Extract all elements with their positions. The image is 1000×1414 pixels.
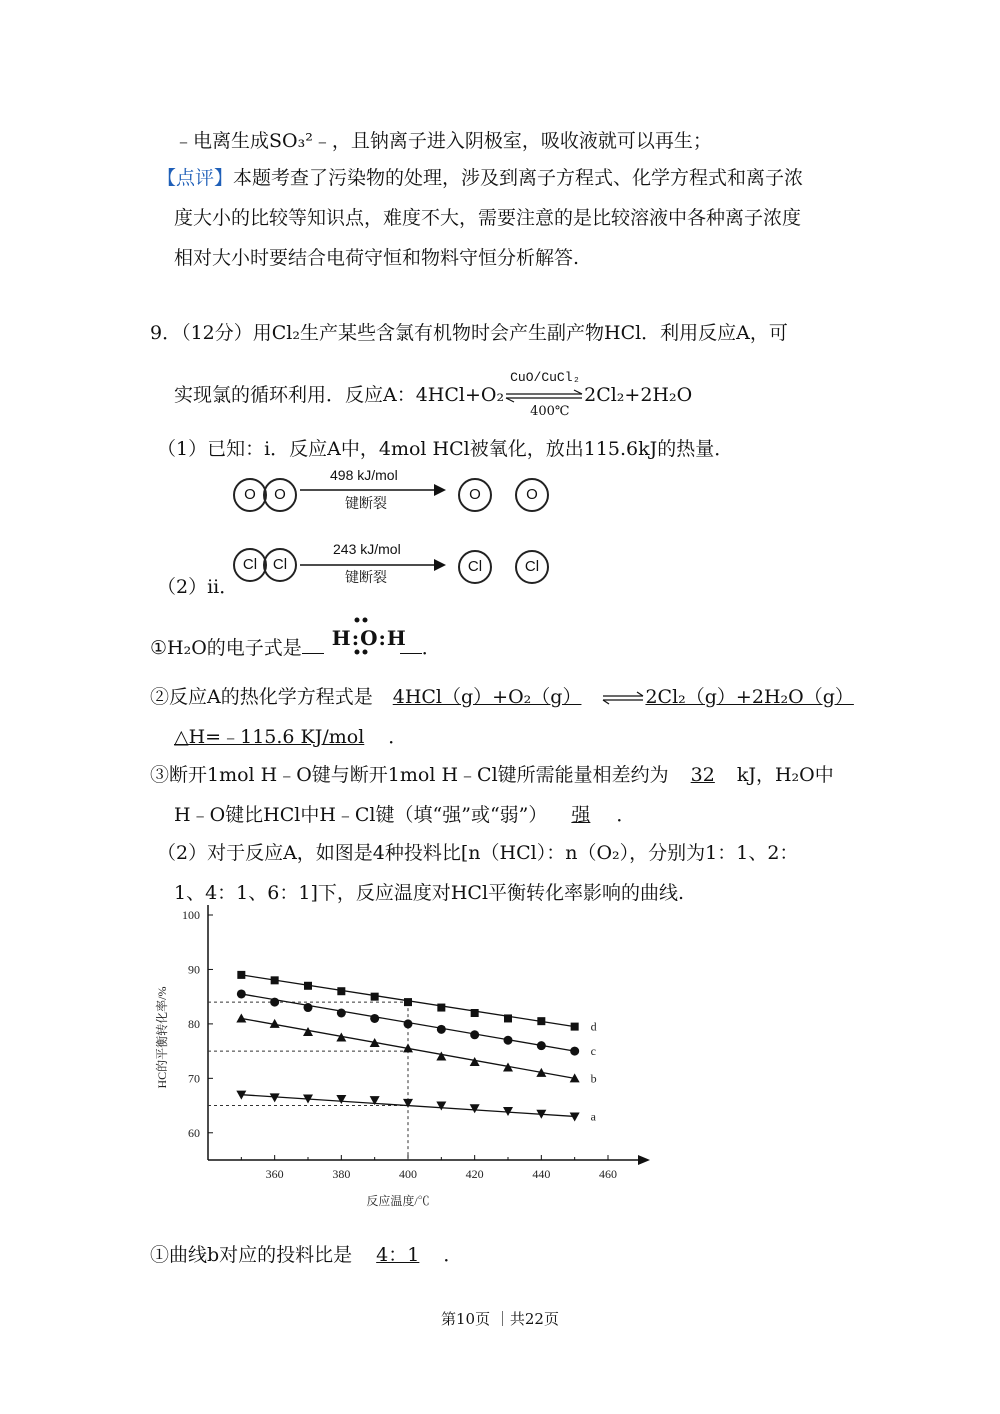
o-atom-icon: O (233, 478, 267, 512)
lone-pair-dots-icon (324, 616, 400, 656)
marker-square-d (404, 998, 412, 1006)
review-tag: 【点评】 (157, 167, 234, 189)
part-1-text: （1）已知：i．反应A中，4mol HCl被氧化，放出115.6kJ的热量． (157, 438, 734, 460)
answer-b1-prompt: ①曲线b对应的投料比是 (150, 1244, 353, 1266)
answer-3-value: 32 (690, 764, 715, 786)
y-tick-label: 70 (188, 1071, 200, 1086)
chart-axes (154, 905, 650, 1208)
answer-2-equation-left: 4HCl（g）+O₂（g） (392, 686, 582, 708)
o2-molecule (233, 478, 297, 512)
answer-2-equation-right: 2Cl₂（g）+2H₂O（g） (645, 686, 854, 708)
answer-1-prompt: ①H₂O的电子式是 (150, 637, 302, 659)
water-lewis-structure (324, 626, 407, 660)
review-line-2: 度大小的比较等知识点，难度不大，需要注意的是比较溶液中各种离子浓度 (174, 207, 802, 229)
cl-atom-product-1 (458, 550, 492, 584)
marker-triangle-down-a (570, 1112, 580, 1121)
review-paragraph (157, 163, 803, 190)
reaction-a-left: 实现氯的循环利用．反应A：4HCl+O₂ (174, 384, 505, 406)
x-tick-label: 360 (265, 1167, 284, 1181)
temperature-label: 400℃ (530, 404, 570, 419)
water-formula: H:O:H (331, 626, 407, 650)
cl2-break-label: 键断裂 (345, 569, 387, 585)
y-axis-title: HC的平衡转化率/% (155, 986, 169, 1089)
marker-circle-c (404, 1019, 413, 1028)
x-tick-label: 400 (399, 1167, 417, 1181)
cl-atom-icon: Cl (458, 550, 492, 584)
part-2-label: （2）ii． (157, 576, 239, 598)
catalyst-label: CuO/CuCl₂ (510, 370, 581, 385)
o-atom-icon: O (515, 478, 549, 512)
reaction-a-line (174, 370, 693, 419)
marker-circle-c (537, 1041, 546, 1050)
marker-triangle-down-a (436, 1102, 446, 1111)
marker-square-d (271, 976, 279, 984)
marker-circle-c (270, 998, 279, 1007)
chart-reference-lines (208, 1002, 408, 1160)
reaction-a-right: 2Cl₂+2H₂O (584, 384, 693, 406)
review-line-1: 本题考查了污染物的处理，涉及到离子方程式、化学方程式和离子浓 (233, 167, 804, 189)
x-tick-label: 440 (532, 1167, 551, 1181)
marker-circle-c (570, 1047, 579, 1056)
series-label-b: b (590, 1071, 597, 1086)
marker-circle-c (370, 1014, 379, 1023)
marker-triangle-down-a (270, 1093, 280, 1102)
chart-labels (591, 1020, 597, 1124)
cl2-molecule (233, 548, 297, 582)
chart-series (236, 971, 579, 1122)
answer-2-prompt: ②反应A的热化学方程式是 (150, 686, 373, 708)
marker-square-d (537, 1017, 545, 1025)
review-line-3: 相对大小时要结合电荷守恒和物料守恒分析解答. (174, 247, 580, 269)
conversion-chart (150, 905, 670, 1230)
marker-square-d (371, 993, 379, 1001)
answer-1-line: ①H₂O的电子式是 H:O:H ． (150, 633, 441, 660)
answer-3-unit: kJ，H₂O中 (736, 764, 834, 786)
marker-circle-c (470, 1030, 479, 1039)
o-atom-product-2 (515, 478, 549, 512)
text-line-1: ﹣电离生成SO₃²﹣，且钠离子进入阴极室，吸收液就可以再生； (174, 130, 712, 152)
marker-triangle-up-b (436, 1052, 446, 1061)
equilibrium-arrow-icon (504, 386, 584, 406)
marker-circle-c (304, 1003, 313, 1012)
answer-b1-line: ①曲线b对应的投料比是 4：1 ． (150, 1244, 463, 1266)
cl-atom-icon: Cl (233, 548, 267, 582)
marker-triangle-down-a (403, 1099, 413, 1108)
marker-square-d (237, 971, 245, 979)
question-9-line-1: 9．（12分）用Cl₂生产某些含氯有机物时会产生副产物HCl．利用反应A，可 (150, 322, 788, 344)
answer-3-question: H﹣O键比HCl中H﹣Cl键（填“强”或“弱”） (174, 804, 548, 826)
answer-3-prompt: ③断开1mol H﹣O键与断开1mol H﹣Cl键所需能量相差约为 (150, 764, 669, 786)
reversible-arrow (504, 370, 584, 419)
series-label-d: d (590, 1019, 597, 1034)
y-tick-label: 90 (188, 962, 200, 977)
series-label-c: c (590, 1044, 596, 1059)
o2-break-label: 键断裂 (345, 495, 387, 511)
part-3-line-2: 1、4：1、6：1]下，反应温度对HCl平衡转化率影响的曲线. (174, 882, 685, 904)
answer-2-enthalpy: △H=﹣115.6 KJ/mol (174, 726, 365, 748)
x-tick-label: 380 (332, 1167, 351, 1181)
conversion-chart-svg (150, 905, 670, 1225)
marker-square-d (437, 1004, 445, 1012)
marker-triangle-up-b (236, 1013, 246, 1022)
o-atom-product-1 (458, 478, 492, 512)
marker-triangle-down-a (470, 1104, 480, 1113)
answer-3-line (150, 760, 834, 787)
cl-atom-icon: Cl (263, 548, 297, 582)
answer-2-line (150, 682, 854, 709)
answer-b1-value: 4：1 (376, 1244, 420, 1266)
cl-atom-product-2 (515, 550, 549, 584)
cl2-energy-label: 243 kJ/mol (333, 541, 401, 557)
x-tick-label: 460 (599, 1167, 617, 1181)
marker-circle-c (237, 989, 246, 998)
y-tick-label: 60 (188, 1125, 200, 1140)
marker-circle-c (504, 1036, 513, 1045)
marker-circle-c (337, 1009, 346, 1018)
answer-3-strength: 强 (571, 804, 591, 826)
marker-square-d (571, 1023, 579, 1031)
answer-2-enthalpy-line: △H=﹣115.6 KJ/mol ． (174, 726, 408, 748)
page-footer: 第10页 ｜共22页 (441, 1310, 559, 1328)
marker-circle-c (437, 1025, 446, 1034)
y-tick-label: 80 (188, 1016, 200, 1031)
y-tick-label: 100 (182, 908, 200, 922)
marker-square-d (337, 987, 345, 995)
o2-energy-label: 498 kJ/mol (330, 467, 398, 483)
equilibrium-arrow-icon (601, 690, 645, 706)
answer-3-line-2: H﹣O键比HCl中H﹣Cl键（填“强”或“弱”） 强 ． (174, 804, 636, 826)
o-atom-icon: O (458, 478, 492, 512)
cl-atom-icon: Cl (515, 550, 549, 584)
marker-triangle-down-a (336, 1095, 346, 1104)
x-axis-arrow-icon (638, 1155, 650, 1165)
x-axis-title: 反应温度/℃ (366, 1194, 430, 1208)
marker-square-d (304, 982, 312, 990)
o-atom-icon: O (263, 478, 297, 512)
marker-square-d (471, 1009, 479, 1017)
x-tick-label: 420 (465, 1167, 484, 1181)
marker-square-d (504, 1014, 512, 1022)
series-label-a: a (590, 1109, 596, 1124)
part-3-line-1: （2）对于反应A，如图是4种投料比[n（HCl）：n（O₂），分别为1：1、2： (157, 842, 799, 864)
